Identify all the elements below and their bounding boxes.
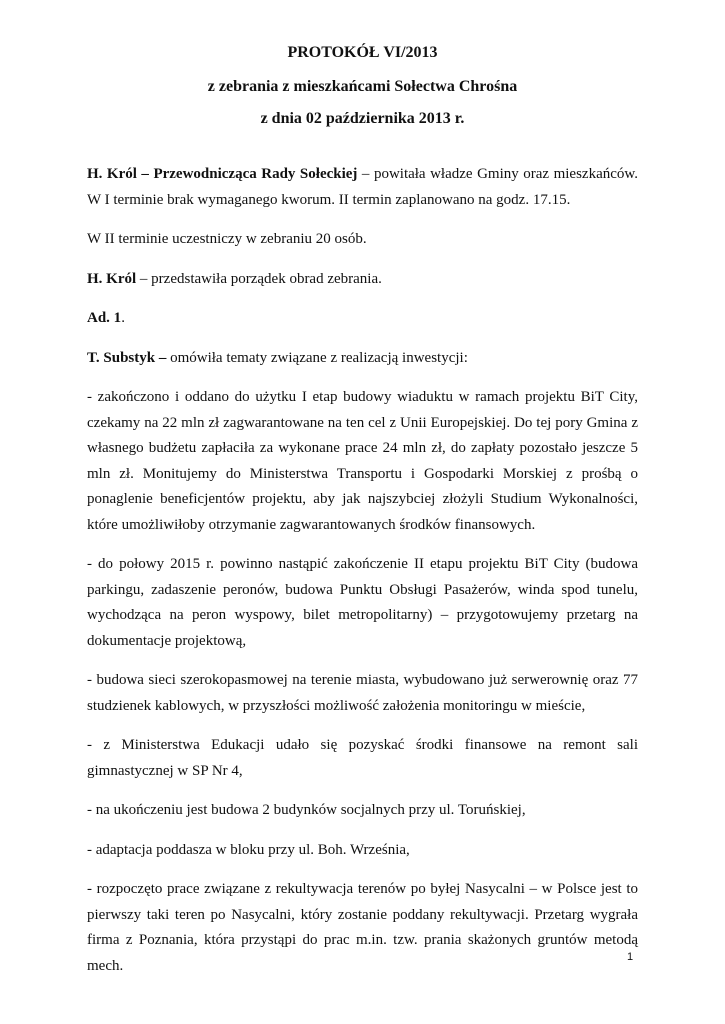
paragraph-broadband xyxy=(87,668,638,719)
speaker-name: T. Substyk – xyxy=(87,349,167,366)
paragraph-bit-city-stage2 xyxy=(87,552,638,654)
paragraph-viaduct xyxy=(87,385,638,538)
paragraph-text: . xyxy=(121,310,125,326)
paragraph-opening xyxy=(87,162,638,213)
paragraph-text: - z Ministerstwa Edukacji udało się pozyskać środki finansowe na remont sali gimnastycznej w SP Nr 4, xyxy=(87,737,638,779)
paragraph-remediation xyxy=(87,877,638,979)
paragraph-text: - do połowy 2015 r. powinno nastąpić zakończenie II etapu projektu BiT City (budowa parkingu, zadaszenie peronów, budowa Punktu Obsługi Pasażerów, winda spod tunelu, wychodząca na peron wyspowy, bilet metropolitarny) – przygotowujemy przetarg na dokumentacje projektową, xyxy=(87,556,638,649)
paragraph-attic xyxy=(87,838,638,864)
document-title: PROTOKÓŁ VI/2013 xyxy=(287,44,438,61)
paragraph-text: - adaptacja poddasza w bloku przy ul. Boh. Września, xyxy=(87,841,410,858)
page-number: 1 xyxy=(627,951,634,963)
document-subtitle: z zebrania z mieszkańcami Sołectwa Chrośna xyxy=(207,78,518,95)
paragraph-text: – powitała władze Gminy oraz mieszkańców. W I terminie brak wymaganego kworum. II termin zaplanowano na godz. 17.15. xyxy=(87,166,638,208)
speaker-name: H. Król – Przewodnicząca Rady Sołeckiej xyxy=(87,166,358,182)
document-body xyxy=(87,162,638,993)
paragraph-gym xyxy=(87,733,638,784)
paragraph-text: - zakończono i oddano do użytku I etap budowy wiaduktu w ramach projektu BiT City, czekamy na 22 mln zł zagwarantowane na ten cel z Unii Europejskiej. Do tej pory Gmina z własnego budżetu zapłaciła za wykonane prace 24 mln zł, do zapłaty pozostało jeszcze 5 mln zł. Monitujemy do Ministerstwa Transportu i Gospodarki Morskiej z prośbą o ponaglenie beneficjentów projektu, aby jak najszybciej złożyli Studium Wykonalności, które umożliwiłoby otrzymanie zagwarantowanych środków finansowych. xyxy=(87,389,638,533)
paragraph-attendance xyxy=(87,227,638,253)
paragraph-ad1 xyxy=(87,306,638,332)
paragraph-text: – przedstawiła porządek obrad zebrania. xyxy=(136,270,382,287)
document-date: z dnia 02 października 2013 r. xyxy=(260,110,465,127)
paragraph-agenda xyxy=(87,267,638,293)
paragraph-text: - rozpoczęto prace związane z rekultywacja terenów po byłej Nasycalni – w Polsce jest to pierwszy taki teren po Nasycalni, który zostanie poddany rekultywacji. Przetarg wygrała firma z Poznania, która przystąpi do prac m.in. tzw. prania skażonych gruntów metodą mech. xyxy=(87,881,638,974)
paragraph-text: W II terminie uczestniczy w zebraniu 20 osób. xyxy=(87,231,367,247)
speaker-name: H. Król xyxy=(87,270,137,287)
section-label: Ad. 1 xyxy=(87,310,122,326)
paragraph-substyk xyxy=(87,346,638,372)
paragraph-text: - budowa sieci szerokopasmowej na terenie miasta, wybudowano już serwerownię oraz 77 studzienek kablowych, w przyszłości możliwość założenia monitoringu w mieście, xyxy=(87,672,638,714)
paragraph-social-housing xyxy=(87,798,638,824)
paragraph-text: - na ukończeniu jest budowa 2 budynków socjalnych przy ul. Toruńskiej, xyxy=(87,802,526,818)
paragraph-text: omówiła tematy związane z realizacją inwestycji: xyxy=(166,349,468,366)
